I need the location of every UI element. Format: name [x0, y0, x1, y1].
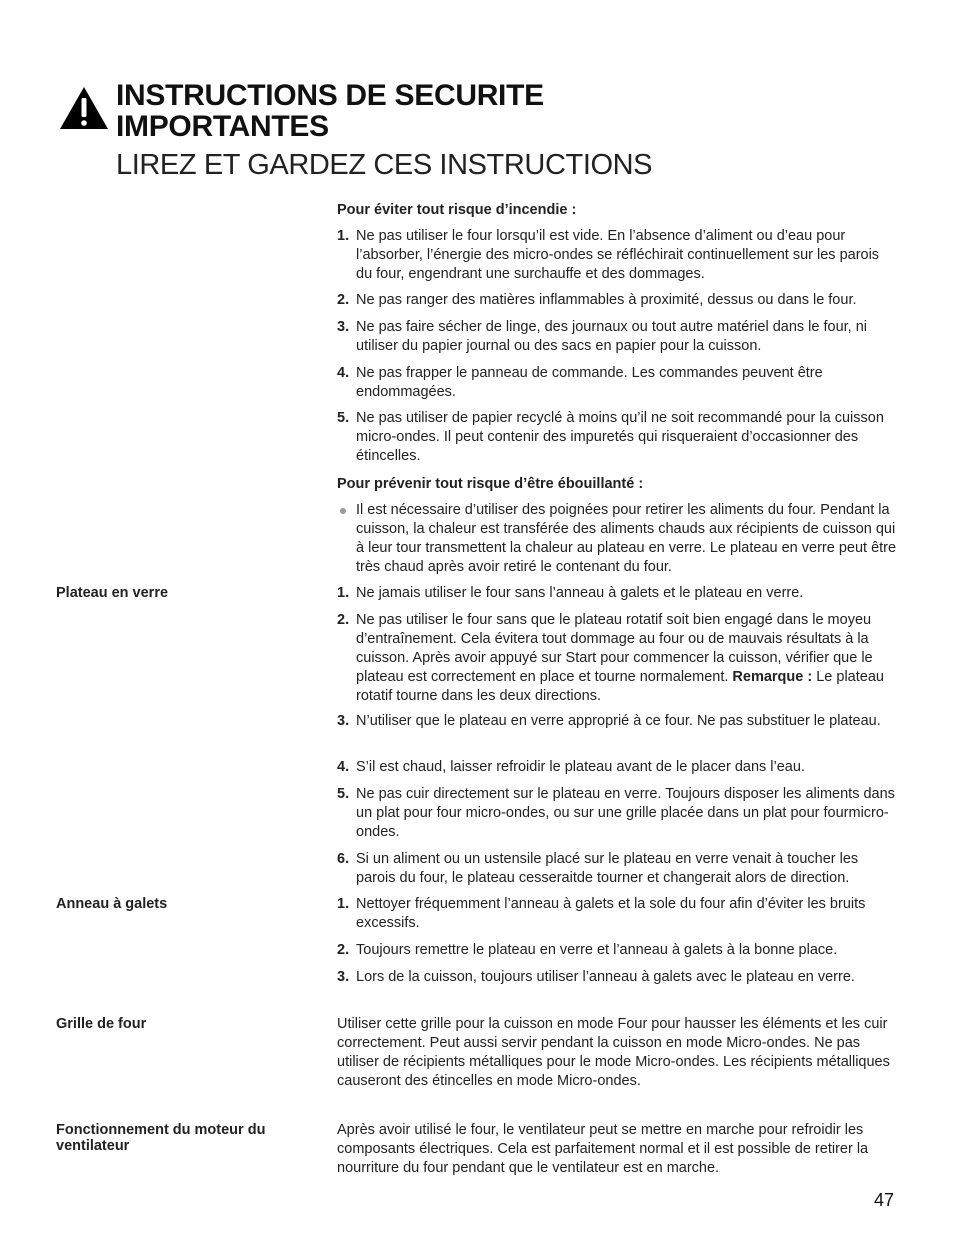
rack-text: Utiliser cette grille pour la cuisson en mode Four pour hausser les éléments et les cuir correctement. Peut aussi servir pendant la cuisson en mode Micro-ondes. Ne pas utiliser de récipients métalliques pour le mode Micro-ondes. Les récipients métalliques causeront des étincelles en mode Micro-ondes.: [337, 1016, 890, 1089]
ring-item-2: [337, 941, 897, 960]
fire-item-1: [337, 227, 897, 284]
scald-heading: Pour prévenir tout risque d’être ébouillanté :: [337, 476, 644, 492]
item-text: Toujours remettre le plateau en verre et l’anneau à galets à la bonne place.: [356, 942, 838, 958]
ring-label: Anneau à galets: [56, 896, 168, 912]
item-text-main: Ne pas utiliser le four sans que le plateau rotatif soit bien engagé dans le moyeu d’entraînement. Cela évitera tout dommage au four ou de mauvais résultats à la cuisson. Après avoir appuyé sur Start pour commencer la cuisson, vérifier que le plateau est correctement en place et tourne normalement.: [356, 612, 873, 685]
item-number: 2.: [337, 612, 350, 628]
item-text: Ne jamais utiliser le four sans l’anneau à galets et le plateau en verre.: [356, 585, 804, 601]
item-text: Ne pas cuir directement sur le plateau en verre. Toujours disposer les aliments dans un plat pour four micro-ondes, ou sur une grille placée dans un plat pour fourmicro-ondes.: [356, 786, 895, 840]
fire-item-2: [337, 291, 897, 310]
item-text: Si un aliment ou un ustensile placé sur le plateau en verre venait à toucher les parois du four, le plateau cesseraitde tourner et changerait alors de direction.: [356, 851, 859, 886]
item-number: 2.: [337, 942, 350, 958]
fire-item-4: [337, 364, 897, 402]
item-text: Nettoyer fréquemment l’anneau à galets et la sole du four afin d’éviter les bruits excessifs.: [356, 896, 866, 931]
item-text: S’il est chaud, laisser refroidir le plateau avant de le placer dans l’eau.: [356, 759, 805, 775]
fire-heading: Pour éviter tout risque d’incendie :: [337, 202, 577, 218]
item-number: 5.: [337, 410, 350, 426]
item-number: 6.: [337, 851, 350, 867]
page-subtitle: LIREZ ET GARDEZ CES INSTRUCTIONS: [116, 149, 653, 181]
page-number: 47: [874, 1190, 895, 1210]
page-title: [116, 80, 544, 142]
fan-text: Après avoir utilisé le four, le ventilateur peut se mettre en marche pour refroidir les composants électriques. Cela est parfaitement normal et il est possible de retirer la nourriture du four pendant que le ventilateur est en marche.: [337, 1122, 869, 1176]
item-text: Ne pas frapper le panneau de commande. Les commandes peuvent être endommagées.: [356, 365, 823, 400]
item-text: Il est nécessaire d’utiliser des poignées pour retirer les aliments du four. Pendant la cuisson, la chaleur est transférée des aliments chauds aux récipients de cuisson qui à leur tour transmettent la chaleur au plateau en verre. Le plateau en verre peut être très chaud après avoir retiré le contenant du four.: [356, 502, 897, 575]
item-text: N’utiliser que le plateau en verre approprié à ce four. Ne pas substituer le plateau.: [356, 713, 881, 729]
item-text: Ne pas utiliser le four lorsqu’il est vide. En l’absence d’aliment ou d’eau pour l’absorber, l’énergie des micro-ondes se réfléchirait continuellement sur les parois du four, engendrant une surchauffe et des dommages.: [356, 228, 880, 282]
rack-label: Grille de four: [56, 1016, 147, 1032]
item-text: Ne pas faire sécher de linge, des journaux ou tout autre matériel dans le four, ni utiliser du papier journal ou des sacs en papier pour la cuisson.: [356, 319, 868, 354]
item-text: [356, 611, 897, 706]
fire-item-3: [337, 318, 897, 356]
item-number: 3.: [337, 713, 350, 729]
item-number: 2.: [337, 292, 350, 308]
bullet-icon: [340, 508, 346, 514]
tray-item-3: [337, 712, 897, 731]
remark-label: Remarque :: [732, 669, 813, 685]
item-text: Lors de la cuisson, toujours utiliser l’anneau à galets avec le plateau en verre.: [356, 969, 855, 985]
item-number: 5.: [337, 786, 350, 802]
item-number: 1.: [337, 896, 350, 912]
fire-item-5: [337, 409, 897, 466]
item-number: 3.: [337, 969, 350, 985]
ring-item-1: [337, 895, 897, 933]
item-number: 1.: [337, 585, 350, 601]
item-number: 1.: [337, 228, 350, 244]
title-line-1: INSTRUCTIONS DE SECURITE: [116, 79, 544, 112]
tray-item-4: [337, 758, 897, 777]
item-text-after: Le plateau rotatif tourne dans les deux directions.: [356, 669, 884, 704]
title-line-2: IMPORTANTES: [116, 110, 329, 143]
tray-item-1: [337, 584, 897, 603]
item-text: Ne pas ranger des matières inflammables à proximité, dessus ou dans le four.: [356, 292, 857, 308]
scald-bullet: [337, 501, 897, 577]
tray-label: Plateau en verre: [56, 585, 169, 601]
item-text: Ne pas utiliser de papier recyclé à moins qu’il ne soit recommandé pour la cuisson micro-ondes. Il peut contenir des impuretés qui risqueraient d’occasionner des étincelles.: [356, 410, 884, 464]
fan-label: Fonctionnement du moteur du ventilateur: [56, 1122, 266, 1154]
ring-item-3: [337, 968, 897, 987]
warning-triangle-icon: [58, 85, 110, 131]
item-number: 4.: [337, 365, 350, 381]
tray-item-2: [337, 611, 897, 706]
item-number: 4.: [337, 759, 350, 775]
tray-item-5: [337, 785, 897, 842]
item-number: 3.: [337, 319, 350, 335]
tray-item-6: [337, 850, 897, 888]
